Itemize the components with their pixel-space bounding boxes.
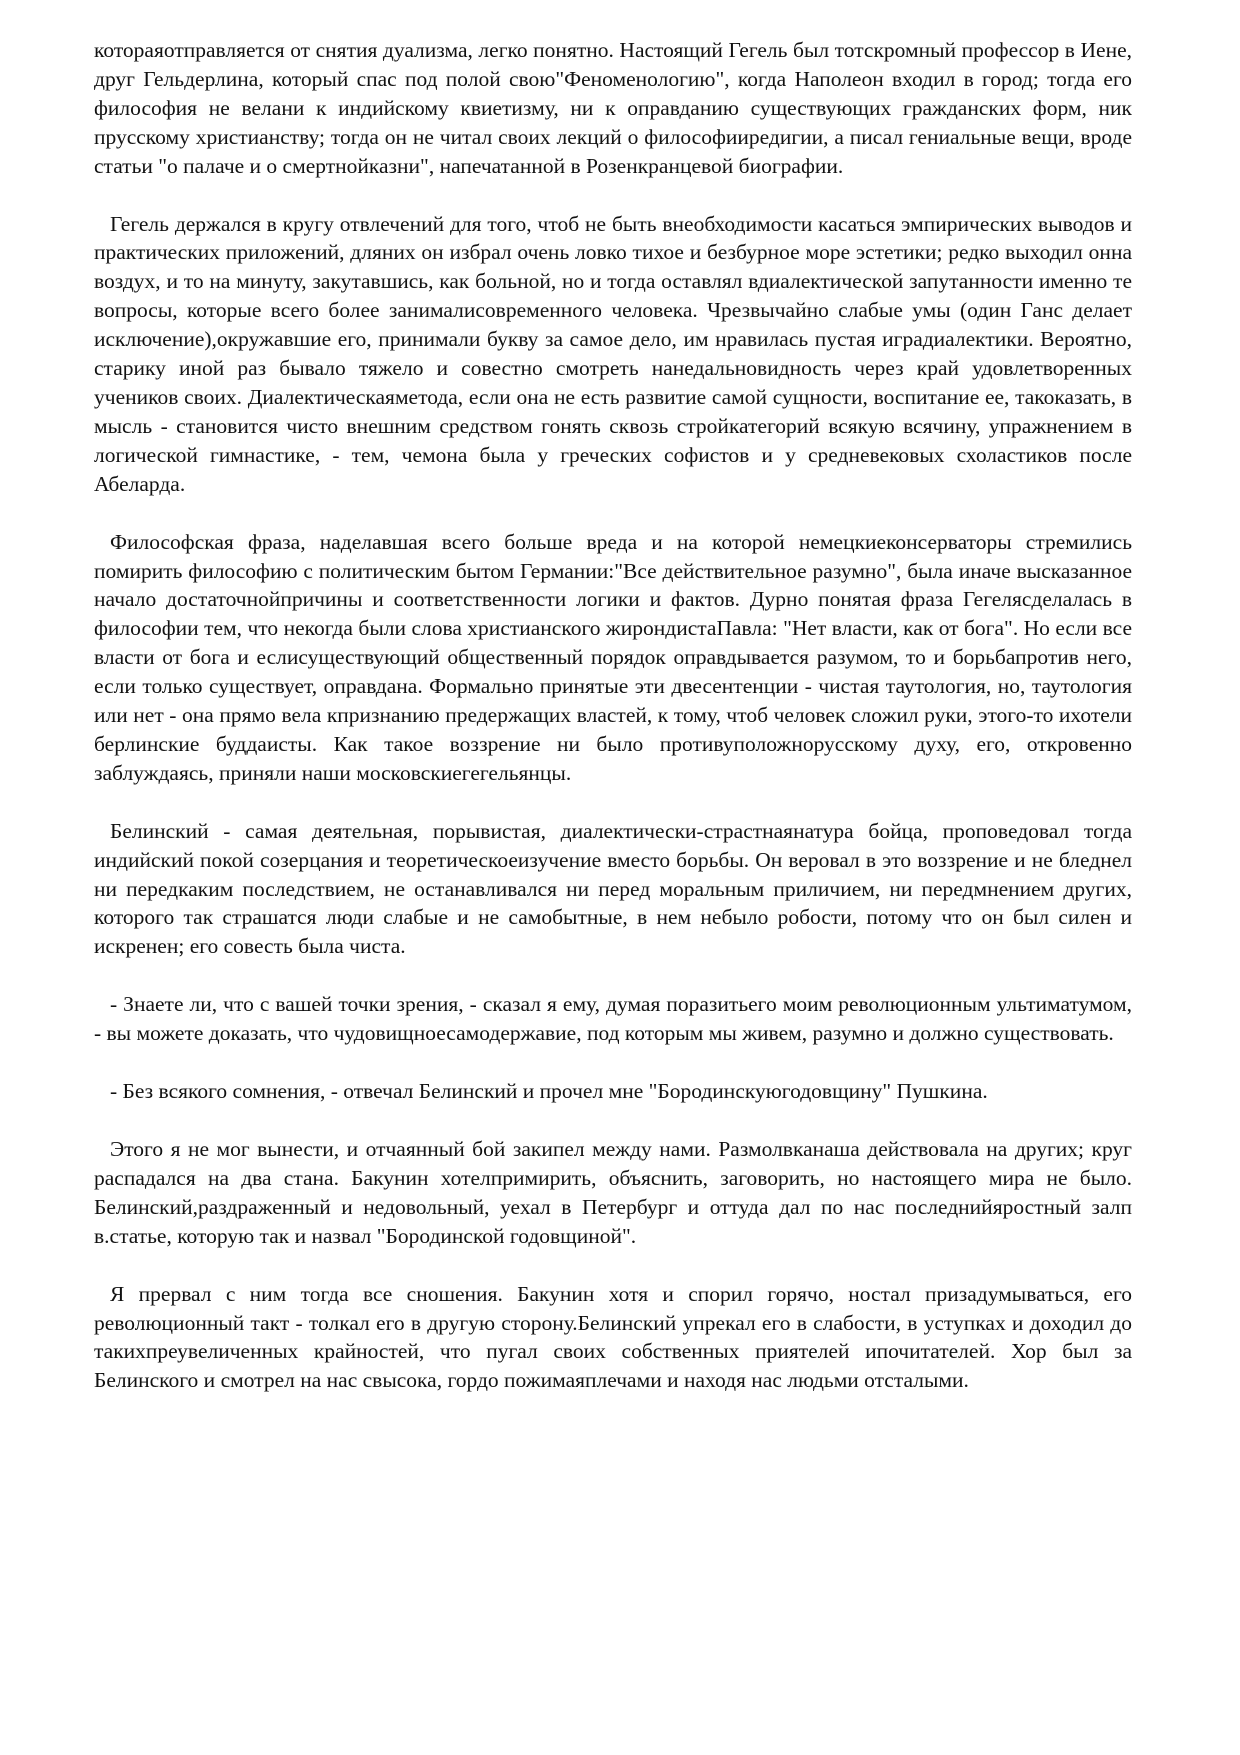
paragraph-3: Философская фраза, наделавшая всего больше вреда и на которой немецкиеконсерваторы стремились помирить философию с политическим бытом Германии:"Все действительное разумно", была иначе высказанное начало достаточнойпричины и соответственности логики и фактов. Дурно понятая фраза Гегелясделалась в философии тем, что некогда были слова христианского жирондистаПавла: "Нет власти, как от бога". Но если все власти от бога и еслисуществующий общественный порядок оправдывается разумом, то и борьбапротив него, если только существует, оправдана. Формально принятые эти двесентенции - чистая таутология, но, таутология или нет - она прямо вела кпризнанию предержащих властей, к тому, чтоб человек сложил руки, этого-то ихотели берлинские буддаисты. Как такое воззрение ни было противуположнорусскому духу, его, откровенно заблуждаясь, приняли наши московскиегегельянцы. [94,529,1132,785]
paragraph-6: - Без всякого сомнения, - отвечал Белинский и прочел мне "Бородинскуюгодовщину" Пушкина. [110,1079,988,1104]
paragraph-2: Гегель держался в кругу отвлечений для того, чтоб не быть внеобходимости касаться эмпирических выводов и практических приложений, дляних он избрал очень ловко тихое и безбурное море эстетики; редко выходил онна воздух, и то на минуту, закутавшись, как больной, но и тогда оставлял вдиалектической запутанности именно те вопросы, которые всего более занималисовременного человека. Чрезвычайно слабые умы (один Ганс делает исключение),окружавшие его, принимали букву за самое дело, им нравилась пустая иградиалектики. Вероятно, старику иной раз бывало тяжело и совестно смотреть нанедальновидность через край удовлетворенных учеников своих. Диалектическаяметода, если она не есть развитие самой сущности, воспитание ее, такоказать, в мысль - становится чисто внешним средством гонять сквозь стройкатегорий всякую всячину, упражнением в логической гимнастике, - тем, чемона была у греческих софистов и у средневековых схоластиков после Абеларда. [94,211,1132,496]
paragraph-1: котораяотправляется от снятия дуализма, легко понятно. Настоящий Гегель был тотскромный профессор в Иене, друг Гельдерлина, который спас под полой свою"Феноменологию", когда Наполеон входил в город; тогда его философия не велани к индийскому квиетизму, ни к оправданию существующих гражданских форм, ник прусскому христианству; тогда он не читал своих лекций о философииредигии, а писал гениальные вещи, вроде статьи "о палаче и о смертнойказни", напечатанной в Розенкранцевой биографии. [94,38,1132,178]
paragraph-8: Я прервал с ним тогда все сношения. Бакунин хотя и спорил горячо, ностал призадумываться, его революционный такт - толкал его в другую сторону.Белинский упрекал его в слабости, в уступках и доходил до такихпреувеличенных крайностей, что пугал своих собственных приятелей ипочитателей. Хор был за Белинского и смотрел на нас свысока, гордо пожимаяплечами и находя нас людьми отсталыми. [94,1281,1132,1393]
document-page [94,36,1132,1424]
paragraph-4: Белинский - самая деятельная, порывистая, диалектически-страстнаянатура бойца, проповедовал тогда индийский покой созерцания и теоретическоеизучение вместо борьбы. Он веровал в это воззрение и не бледнел ни передкаким последствием, не останавливался ни перед моральным приличием, ни передмнением других, которого так страшатся люди слабые и не самобытные, в нем небыло робости, потому что он был силен и искренен; его совесть была чиста. [94,818,1132,959]
paragraph-5: - Знаете ли, что с вашей точки зрения, - сказал я ему, думая поразитьего моим революционным ультиматумом, - вы можете доказать, что чудовищноесамодержавие, под которым мы живем, разумно и должно существовать. [94,992,1132,1046]
paragraph-7: Этого я не мог вынести, и отчаянный бой закипел между нами. Размолвканаша действовала на других; круг распадался на два стана. Бакунин хотелпримирить, объяснить, заговорить, но настоящего мира не было. Белинский,раздраженный и недовольный, уехал в Петербург и оттуда дал по нас последнийяростный залп в.статье, которую так и назвал "Бородинской годовщиной". [94,1137,1132,1248]
